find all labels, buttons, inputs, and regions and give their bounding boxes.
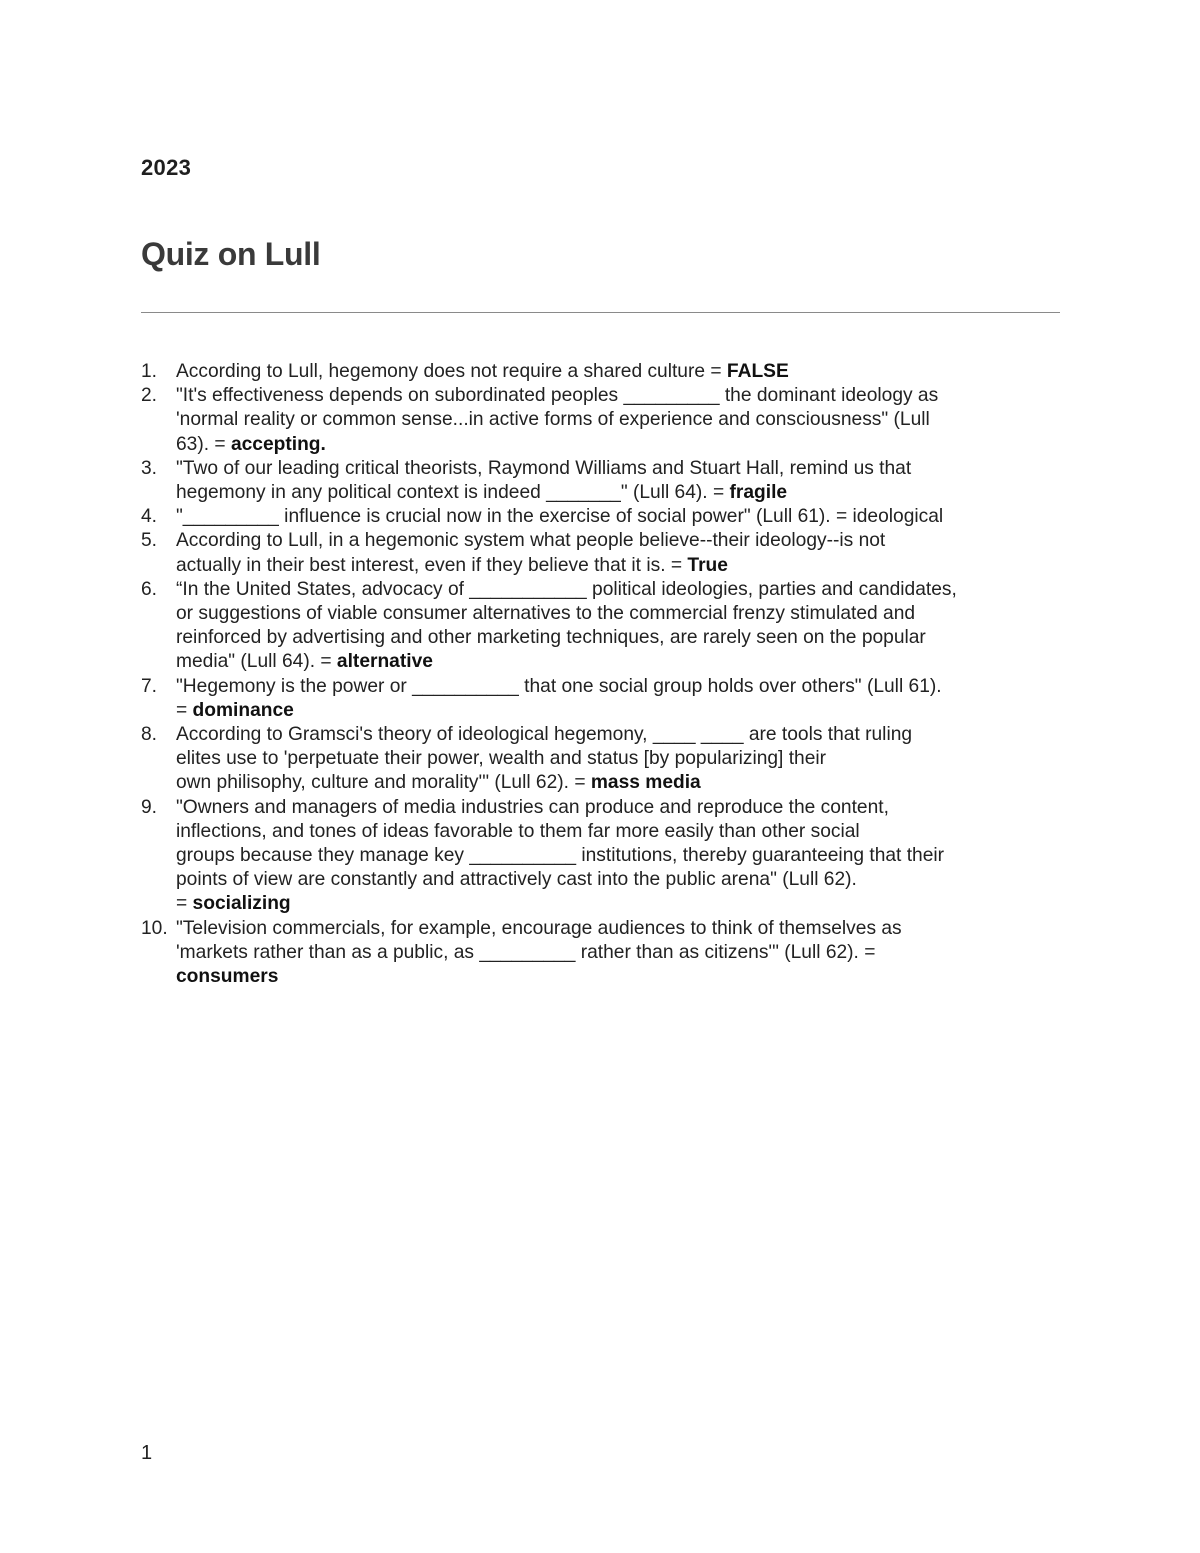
question-answer: dominance: [192, 699, 294, 721]
question-line: "Hegemony is the power or __________ that one social group holds over others" (Lull 61).: [176, 675, 942, 697]
question-line: groups because they manage key __________ institutions, thereby guaranteeing that their: [176, 845, 945, 867]
question-line: points of view are constantly and attractively cast into the public arena" (Lull 62).: [176, 869, 857, 891]
question-line: own philisophy, culture and morality'" (Lull 62). =: [176, 772, 591, 794]
question-line: actually in their best interest, even if they believe that it is. =: [176, 554, 688, 576]
question-line: "_________ influence is crucial now in the exercise of social power" (Lull 61). =: [176, 506, 853, 528]
question-line: "Television commercials, for example, encourage audiences to think of themselves as: [176, 917, 902, 939]
question-item: [141, 796, 1081, 917]
question-number: 7.: [141, 675, 158, 697]
question-line: According to Gramsci's theory of ideological hegemony, ____ ____ are tools that ruling: [176, 724, 913, 746]
question-answer: True: [687, 554, 728, 576]
question-answer: FALSE: [726, 361, 789, 382]
document-year: 2023: [141, 155, 192, 180]
question-line: or suggestions of viable consumer alternatives to the commercial frenzy stimulated and: [176, 603, 916, 625]
question-answer: fragile: [729, 482, 788, 504]
question-line: According to Lull, in a hegemonic system what people believe--their ideology--is not: [176, 530, 886, 552]
question-line: “In the United States, advocacy of ___________ political ideologies, parties and candidates,: [176, 578, 957, 600]
question-text: [176, 917, 1081, 990]
question-item: [141, 578, 1081, 675]
question-line: "Owners and managers of media industries can produce and reproduce the content,: [176, 796, 889, 818]
question-answer: consumers: [176, 966, 279, 988]
question-line: =: [176, 893, 193, 915]
question-item: [141, 384, 1081, 457]
question-line: "Two of our leading critical theorists, Raymond Williams and Stuart Hall, remind us that: [176, 457, 912, 479]
question-item: [141, 675, 1081, 723]
question-answer: ideological: [852, 506, 944, 528]
question-text: [176, 457, 1081, 505]
question-text: [176, 578, 1081, 675]
question-line: 'normal reality or common sense...in active forms of experience and consciousness" (Lull: [176, 409, 930, 431]
question-number: 8.: [141, 724, 158, 746]
question-answer: socializing: [192, 893, 291, 915]
question-line: "It's effectiveness depends on subordinated peoples _________ the dominant ideology as: [176, 385, 939, 407]
question-line: According to Lull, hegemony does not require a shared culture =: [176, 361, 727, 382]
question-text: [176, 384, 1081, 457]
question-number: 1.: [141, 361, 158, 382]
question-line: media" (Lull 64). =: [176, 651, 337, 673]
question-text: [176, 529, 1081, 577]
question-line: =: [176, 699, 193, 721]
quiz-question-list: [141, 360, 1081, 989]
question-number: 10.: [141, 917, 168, 939]
question-text: [176, 796, 1081, 917]
question-line: hegemony in any political context is indeed _______" (Lull 64). =: [176, 482, 730, 504]
title-divider: [141, 312, 1060, 313]
question-line: 63). =: [176, 433, 231, 455]
page-number: 1: [141, 1442, 153, 1464]
question-text: [176, 675, 1081, 723]
question-number: 9.: [141, 796, 158, 818]
question-number: 5.: [141, 530, 158, 552]
question-item: [141, 529, 1081, 577]
question-item: [141, 360, 1081, 384]
question-line: elites use to 'perpetuate their power, wealth and status [by popularizing] their: [176, 748, 827, 770]
question-number: 6.: [141, 578, 158, 600]
question-item: [141, 917, 1081, 990]
question-answer: accepting.: [230, 433, 326, 455]
question-text: [176, 723, 1081, 796]
question-item: [141, 723, 1081, 796]
question-number: 3.: [141, 457, 158, 479]
question-line: reinforced by advertising and other marketing techniques, are rarely seen on the popular: [176, 627, 926, 649]
question-number: 2.: [141, 385, 158, 407]
question-answer: mass media: [590, 772, 701, 794]
question-line: 'markets rather than as a public, as _________ rather than as citizens'" (Lull 62). =: [176, 941, 876, 963]
question-number: 4.: [141, 506, 158, 528]
question-answer: alternative: [336, 651, 433, 673]
question-item: [141, 457, 1081, 505]
question-line: inflections, and tones of ideas favorable to them far more easily than other social: [176, 820, 860, 842]
page-title: Quiz on Lull: [141, 236, 321, 272]
question-item: [141, 505, 1081, 529]
question-text: [176, 360, 1081, 384]
question-text: [176, 505, 1081, 529]
